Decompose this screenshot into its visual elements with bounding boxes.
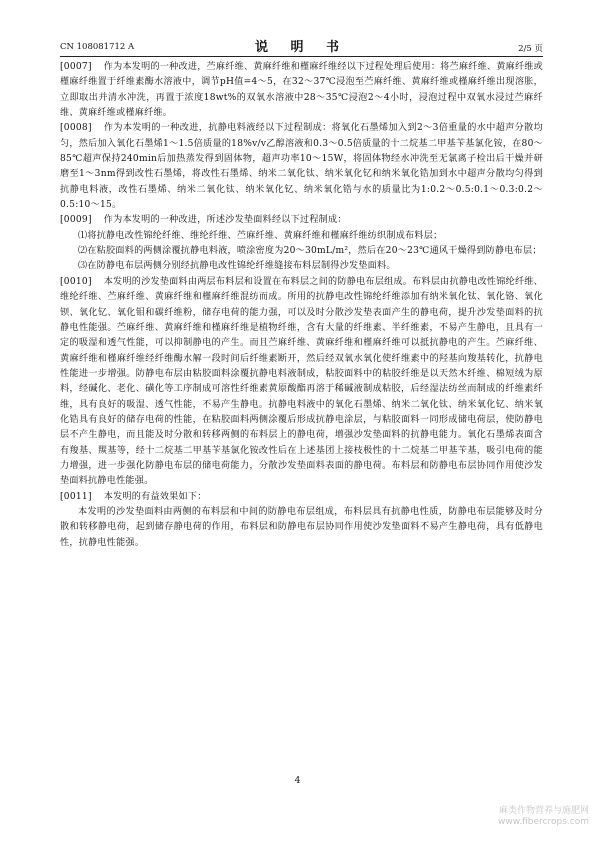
list-item-3 — [60, 259, 543, 274]
paragraph-0008 — [60, 121, 543, 213]
list-item-text: ⑶在防静电布层两侧分别经抗静电改性锦纶纤维缝接布料层制得沙发垫面料。 — [78, 261, 396, 272]
list-item-text: ⑴将抗静电改性锦纶纤维、维纶纤维、苎麻纤维、黄麻纤维和槿麻纤维纺织制成布料层； — [78, 230, 443, 241]
page-header — [60, 36, 543, 54]
paragraph-0011 — [60, 490, 543, 505]
paragraph-number: [0008] — [60, 123, 92, 134]
paragraph-number: [0011] — [60, 491, 92, 502]
paragraph-0010 — [60, 275, 543, 490]
page-number: 4 — [294, 776, 301, 786]
page-of-total: 2/5 页 — [518, 44, 543, 54]
document-body — [60, 60, 543, 551]
document-number: CN 108081712 A — [60, 42, 135, 52]
paragraph-number: [0010] — [60, 276, 92, 287]
site-watermark — [498, 806, 589, 828]
paragraph-number: [0009] — [60, 215, 92, 226]
paragraph-text: 作为本发明的一种改进，抗静电料液经以下过程制成：将氧化石墨烯加入到2～3倍重量的水中超声分散均匀，然后加入氧化石墨烯1～1.5倍质量的18%v/v乙醇溶液和0.3～0.5倍质量的十二烷基二甲基苄基氯化铵，在80～85℃超声保持240min后加热蒸发得到固体物，超声功率10～15W，将固体物经水冲洗至无氯离子检出后干燥并研磨至1～3nm得到改性石墨烯，将改性石墨烯、纳米二氧化钛、纳米氧化钇和纳米氧化锆加到水中超声分散均匀得到抗静电料液，改性石墨烯、纳米二氧化钛、纳米氧化钇、纳米氧化锆与水的质量比为1:0.2～0.5:0.1～0.3:0.2～0.5:10～15。 — [60, 123, 543, 211]
paragraph-0009 — [60, 213, 543, 228]
paragraph-0007 — [60, 60, 543, 121]
watermark-title: 麻类作物营养与施肥网 — [498, 806, 589, 816]
paragraph-text: 本发明的有益效果如下： — [103, 491, 207, 502]
list-item-2 — [60, 244, 543, 259]
paragraph-number: [0007] — [60, 62, 92, 72]
watermark-url: www.fibercrops.com — [498, 817, 589, 827]
paragraph-text: 本发明的沙发垫面料由两侧的布料层和中间的防静电布层组成，布料层具有抗静电性质，防静电布层能够及时分散和转移静电荷，起到储存静电荷的作用，布料层和防静电布层协同作用使沙发垫面料不易产生静电荷，具有低静电性，抗静电性能强。 — [60, 506, 543, 548]
list-item-1 — [60, 229, 543, 244]
section-title: 说 明 书 — [254, 40, 349, 55]
paragraph-benefits — [60, 505, 543, 551]
paragraph-text: 作为本发明的一种改进，所述沙发垫面料经以下过程制成： — [103, 215, 347, 226]
header-rule — [60, 56, 543, 57]
list-item-text: ⑵在粘胶面料的两侧涂覆抗静电料液，喷涂密度为20～30mL/m²，然后在20～23℃通风干燥得到防静电布层； — [78, 246, 542, 257]
paragraph-text: 本发明的沙发垫面料由两层布料层和设置在布料层之间的防静电布层组成。布料层由抗静电改性锦纶纤维、维纶纤维、苎麻纤维、黄麻纤维和槿麻纤维混纺而成。所用的抗静电改性锦纶纤维添加有纳米氧化钛、氧化铬、氧化钡、氧化钇、氧化钼和碳纤维粉，储存电荷的能力强，可以及时分散沙发垫表面产生的静电荷，提升沙发垫面料的抗静电性能强。苎麻纤维、黄麻纤维和槿麻纤维是植物纤维，含有大量的纤维素、半纤维素，不易产生静电，且具有一定的吸湿和透气性能，可以抑制静电的产生。而且苎麻纤维、黄麻纤维和槿麻纤维可以抵抗静电的产生。苎麻纤维、黄麻纤维和槿麻纤维经纤维酶水解一段时间后纤维素断开，然后经双氧水氧化使纤维素中的羟基向羧基转化，抗静电性能进一步增强。防静电布层由粘胶面料涂覆抗静电料液制成，粘胶面料中的粘胶纤维是以天然木纤维、棉短绒为原料，经碱化、老化、磺化等工序制成可溶性纤维素黄原酸酯再溶于稀碱液制成粘胶，后经湿法纺丝而制成的纤维素纤维，具有良好的吸湿、透气性能，不易产生静电。抗静电料液中的氧化石墨烯、纳米二氧化钛、纳米氧化钇、纳米氧化锆具有良好的储存电荷的性能，在粘胶面料两侧涂覆后形成抗静电涂层，与粘胶面料一同形成储电荷层，使防静电层不产生静电，而且能及时分散和转移两侧的布料层上的静电荷，增强沙发垫面料的抗静电能力。氧化石墨烯表面含有羧基、羰基等，经十二烷基二甲基苄基氯化铵改性后在上述基团上接枝极性的十二烷基二甲基苄基，吸引电荷的能力增强，进一步强化防静电布层的储电荷能力，分散沙发垫面料表面的静电荷。布料层和防静电布层协同作用使沙发垫面料抗静电性能强。 — [60, 276, 543, 487]
paragraph-text: 作为本发明的一种改进，苎麻纤维、黄麻纤维和槿麻纤维经以下过程处理后使用：将苎麻纤维、黄麻纤维或槿麻纤维置于纤维素酶水溶液中，调节pH值=4～5，在32～37℃浸泡至苎麻纤维、黄麻纤维或槿麻纤维出现溶胀，立即取出并清水冲洗，再置于浓度18wt%的双氧水溶液中28～35℃浸泡2～4小时，浸泡过程中双氧水浸过苎麻纤维、黄麻纤维或槿麻纤维。 — [60, 62, 543, 119]
